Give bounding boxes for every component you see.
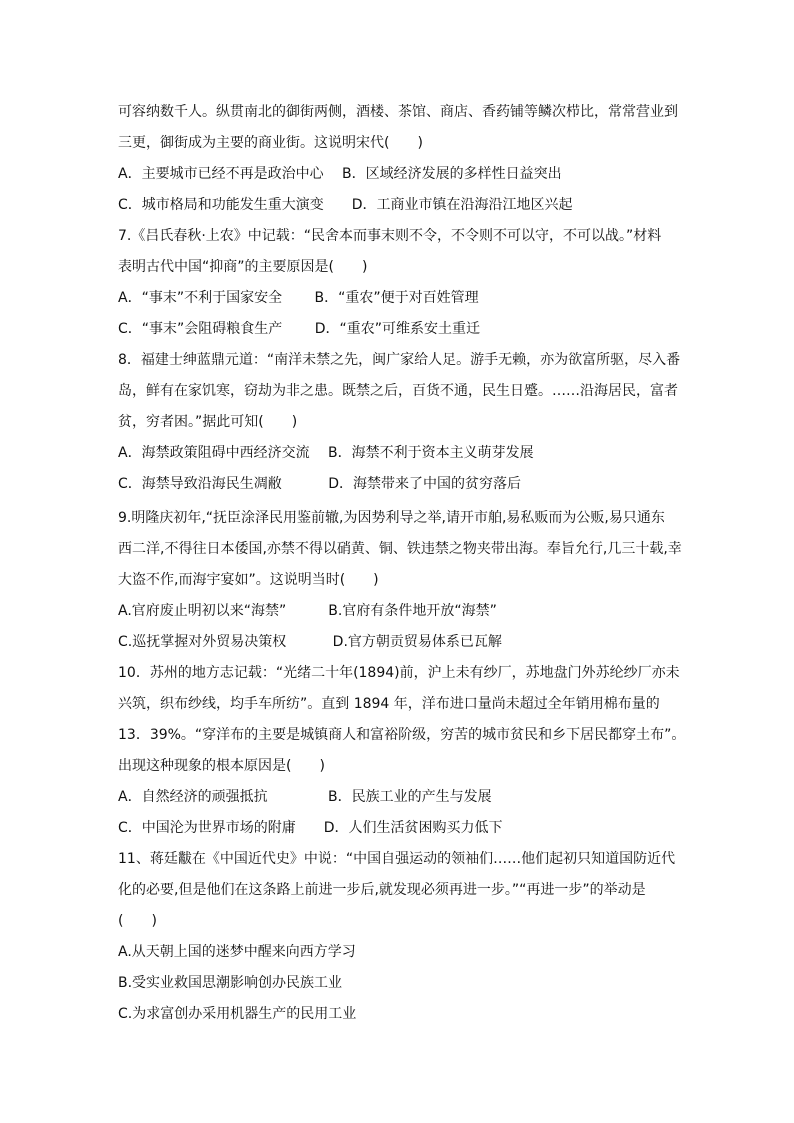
option-line: C．“事末”会阻碍粮食生产 D．“重农”可维系安土重迁 — [118, 321, 481, 337]
option-line: A．自然经济的顽强抵抗 B．民族工业的产生与发展 — [118, 789, 492, 805]
question-9-line: 9.明隆庆初年,“抚臣涂泽民用鉴前辙,为因势利导之举,请开市舶,易私贩而为公贩,易只通东 — [118, 510, 665, 526]
text-line: 13．39%。“穿洋布的主要是城镇商人和富裕阶级，穷苦的城市贫民和乡下居民都穿土布”。 — [118, 727, 686, 743]
text-line: 岛，鲜有在家饥寒，窃劫为非之患。既禁之后，百货不通，民生日蹙。……沿海居民，富者 — [118, 383, 678, 399]
option-line: A．“事末”不利于国家安全 B．“重农”便于对百姓管理 — [118, 290, 479, 306]
text-line: 兴筑，织布纱线，均手车所纺”。直到 1894 年，洋布进口量尚未超过全年销用棉布量的 — [118, 696, 660, 712]
option-line: C．中国沦为世界市场的附庸 D．人们生活贫困购买力低下 — [118, 820, 503, 836]
text-line: 表明古代中国“抑商”的主要原因是( ) — [118, 259, 368, 275]
question-8-line: 8．福建士绅蓝鼎元道：“南洋未禁之先，闽广家给人足。游手无赖，亦为欲富所驱，尽入番 — [118, 352, 681, 368]
option-line: A.官府废止明初以来“海禁” B.官府有条件地开放“海禁” — [118, 603, 497, 619]
question-10-line: 10．苏州的地方志记载：“光绪二十年(1894)前，沪上未有纱厂，苏地盘门外苏纶纱厂亦未 — [118, 665, 680, 681]
text-line: 化的必要,但是他们在这条路上前进一步后,就发现必须再进一步。”“再进一步”的举动是 — [118, 882, 646, 898]
text-line: 西二洋,不得往日本倭国,亦禁不得以硝黄、铜、铁违禁之物夹带出海。奉旨允行,几三十载,幸 — [118, 541, 682, 557]
text-line: 三更，御街成为主要的商业街。这说明宋代( ) — [118, 135, 423, 151]
option-line: B.受实业救国思潮影响创办民族工业 — [118, 975, 343, 991]
option-line: A．海禁政策阻碍中西经济交流 B．海禁不利于资本主义萌芽发展 — [118, 445, 534, 461]
option-line: C．海禁导致沿海民生凋敝 D．海禁带来了中国的贫穷落后 — [118, 476, 522, 492]
question-11-line: 11、蒋廷黻在《中国近代史》中说：“中国自强运动的领袖们……他们起初只知道国防近代 — [118, 851, 676, 867]
text-line: 可容纳数千人。纵贯南北的御街两侧，酒楼、茶馆、商店、香药铺等鳞次栉比，常常营业到 — [118, 104, 678, 120]
option-line: C.为求富创办采用机器生产的民用工业 — [118, 1006, 357, 1022]
option-line: C．城市格局和功能发生重大演变 D．工商业市镇在沿海沿江地区兴起 — [118, 197, 573, 213]
text-line: ( ) — [118, 913, 157, 929]
option-line: A．主要城市已经不再是政治中心 B．区域经济发展的多样性日益突出 — [118, 166, 562, 182]
text-line: 出现这种现象的根本原因是( ) — [118, 758, 325, 774]
option-line: C.巡抚掌握对外贸易决策权 D.官方朝贡贸易体系已瓦解 — [118, 634, 502, 650]
text-line: 大盗不作,而海宇宴如”。这说明当时( ) — [118, 572, 379, 588]
text-line: 贫，穷者困。”据此可知( ) — [118, 414, 298, 430]
option-line: A.从天朝上国的迷梦中醒来向西方学习 — [118, 944, 356, 960]
question-7-line: 7.《吕氏春秋·上农》中记载：“民舍本而事末则不令，不令则不可以守，不可以战。”材料 — [118, 228, 662, 244]
